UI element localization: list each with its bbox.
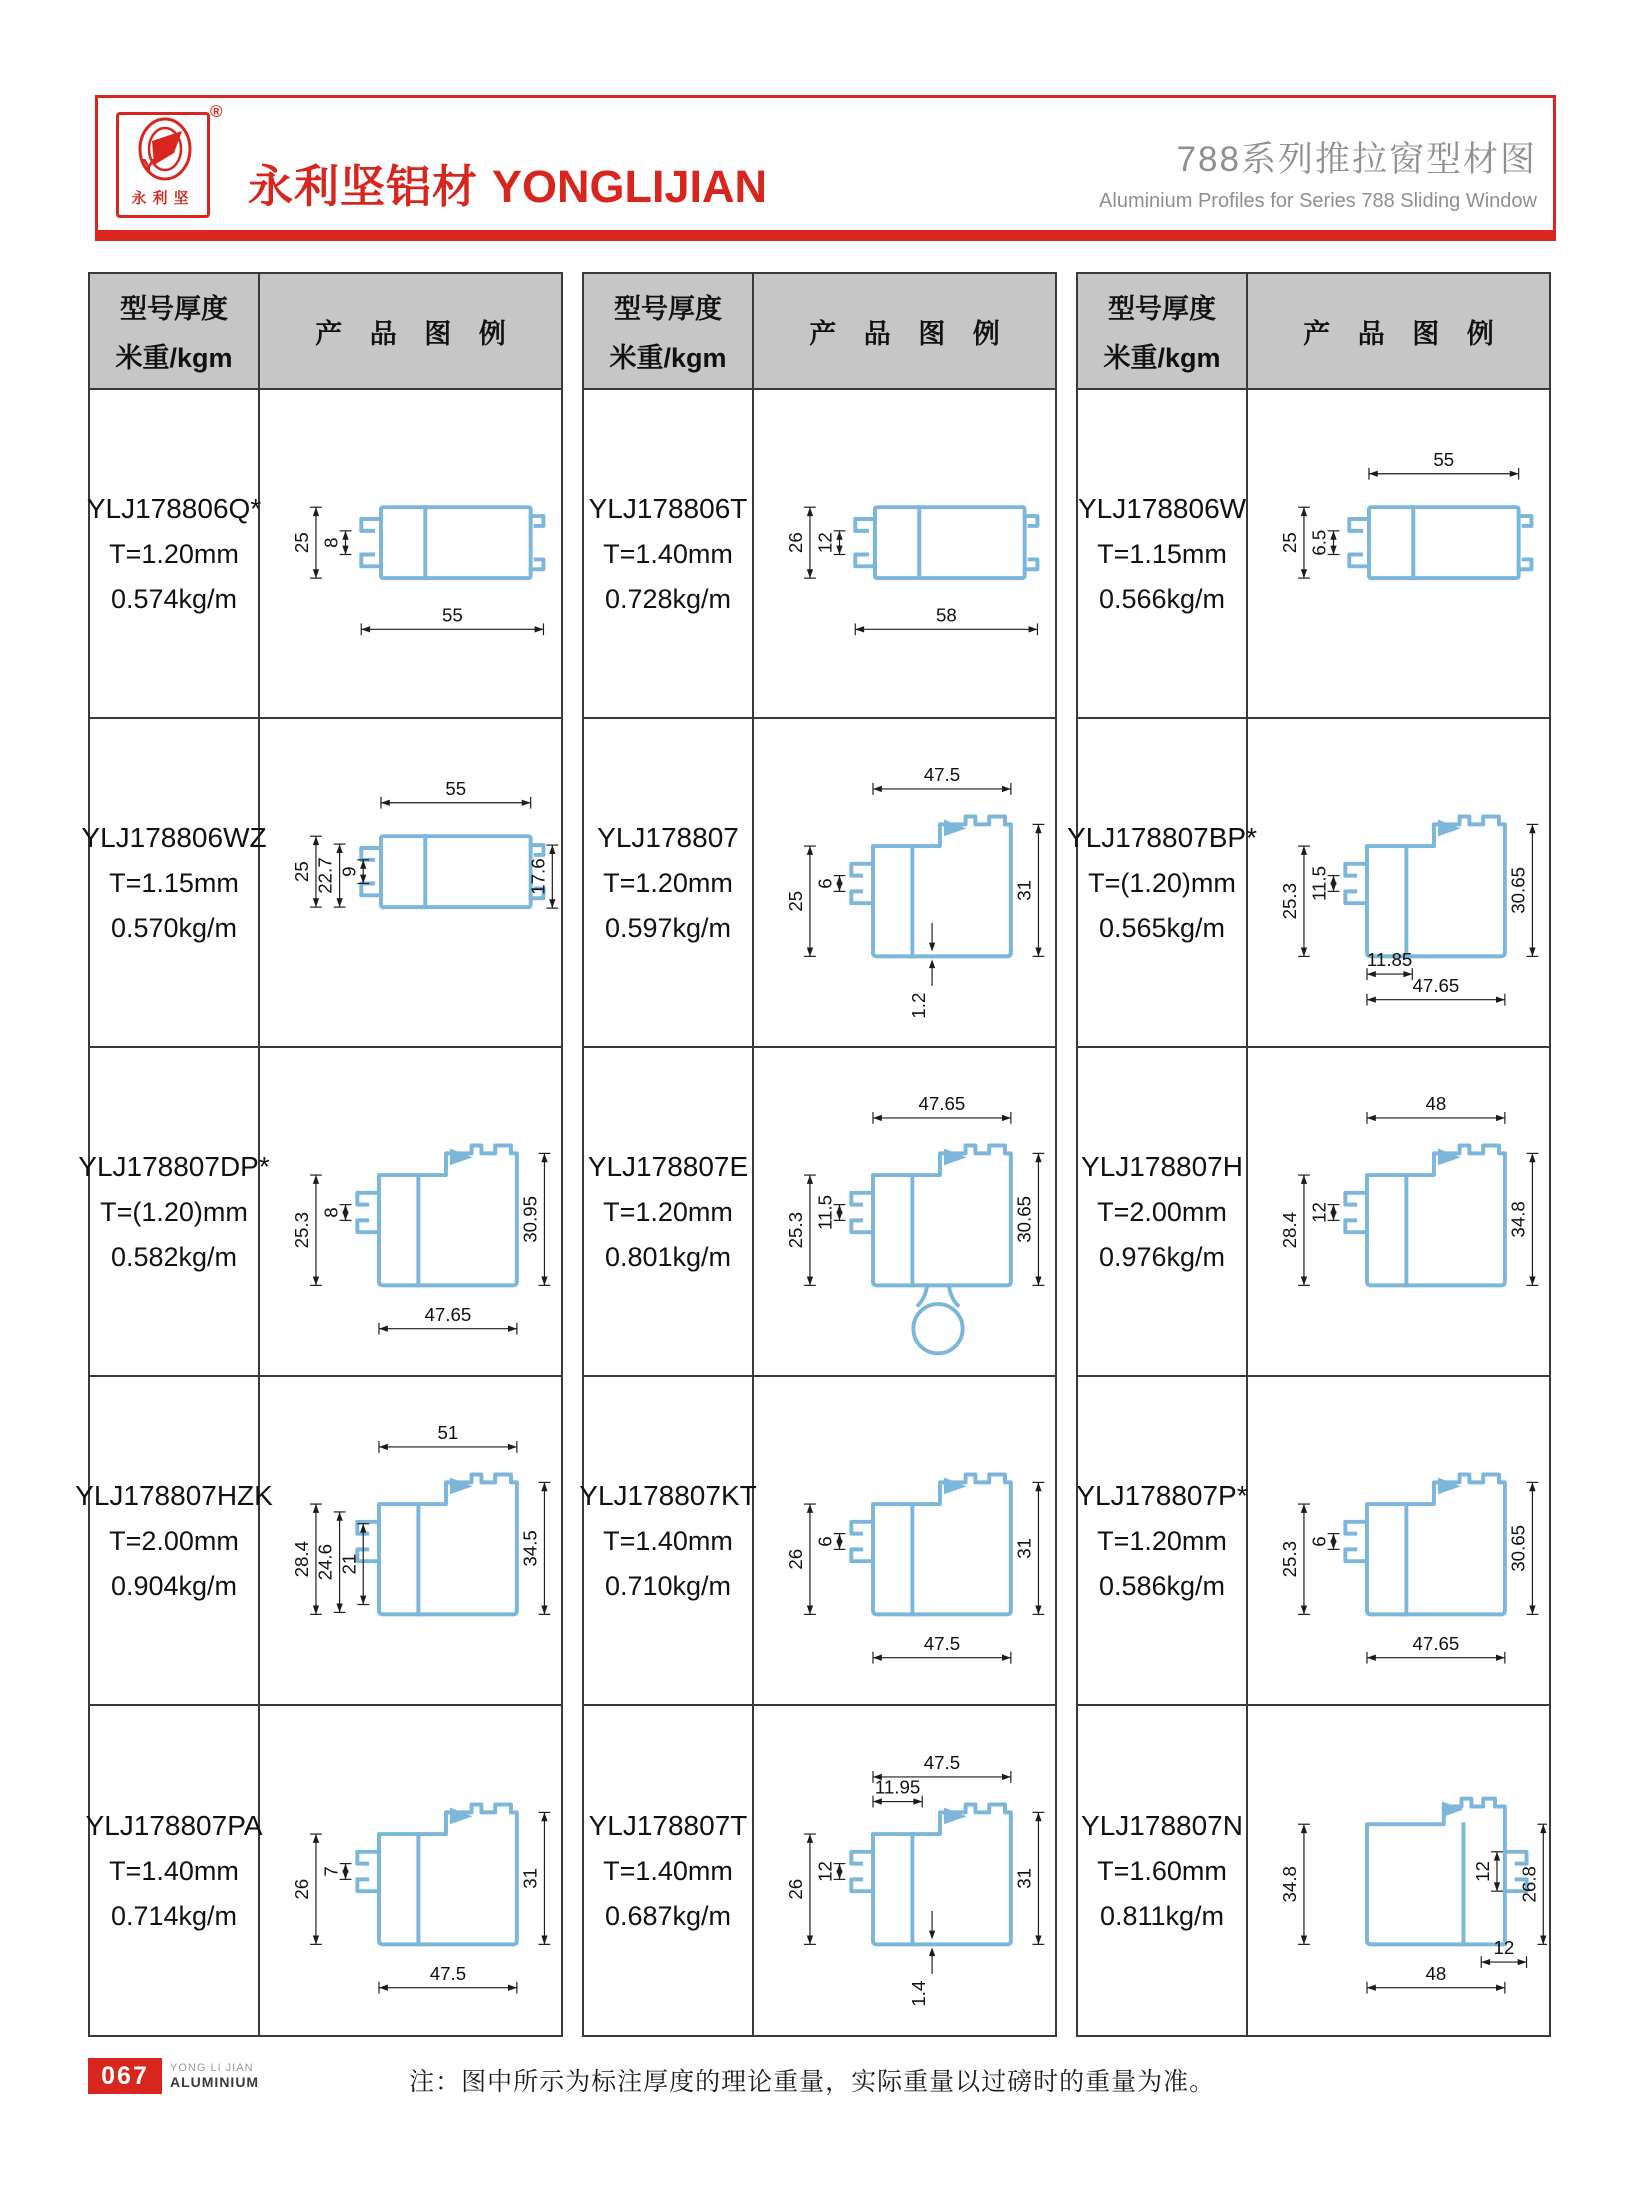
column-header-diagram: 产 品 图 例 [754,274,1055,390]
profile-info-cell [579,1377,757,1706]
svg-text:25: 25 [785,890,807,912]
profile-drawing-svg [1250,1378,1547,1703]
svg-text:55: 55 [441,604,463,626]
profile-weight: 0.570kg/m [110,912,238,943]
svg-text:8: 8 [320,1207,342,1218]
profile-model: YLJ178807HZK [75,1479,273,1511]
profile-thickness: T=1.40mm [109,1855,239,1886]
profile-model: YLJ178807PA [85,1809,263,1841]
svg-text:51: 51 [437,1422,459,1444]
profile-info-cell [86,390,262,719]
svg-text:25.3: 25.3 [291,1212,313,1249]
footer-brand-line2: ALUMINIUM [170,2074,260,2090]
svg-text:Y: Y [142,156,156,178]
profile-diagram-cell [1248,1377,1549,1706]
profile-model: YLJ178807N [1081,1809,1243,1841]
col-header-line2: 米重/kgm [609,343,727,373]
profile-info-cell [1067,719,1257,1048]
col-header-line2: 米重/kgm [1103,343,1221,373]
profile-weight: 0.574kg/m [110,583,238,614]
profile-thickness: T=1.20mm [1097,1525,1227,1556]
profile-info-cell [85,1706,263,2035]
profile-drawing-svg [756,391,1053,716]
profile-weight: 0.904kg/m [110,1570,238,1601]
profile-diagram-cell [754,1377,1055,1706]
svg-text:26.8: 26.8 [1518,1866,1540,1903]
profile-drawing-svg [756,720,1053,1045]
svg-text:30.65: 30.65 [1507,866,1529,914]
profile-thickness: T=1.40mm [603,538,733,569]
svg-text:25.3: 25.3 [1279,1541,1301,1578]
profile-thickness: T=1.60mm [1097,1855,1227,1886]
profile-info-cell [1078,390,1248,719]
svg-text:47.5: 47.5 [429,1962,467,1984]
svg-text:47.65: 47.65 [1412,974,1460,996]
profile-weight: 0.714kg/m [110,1900,238,1931]
profile-model: YLJ178807H [1081,1150,1243,1182]
profile-info-cell [81,719,267,1048]
logo-emblem-icon [124,115,202,185]
svg-text:11.5: 11.5 [1308,865,1330,901]
profile-weight: 0.728kg/m [604,583,732,614]
svg-text:47.5: 47.5 [923,1632,961,1654]
profile-thickness: T=1.20mm [109,538,239,569]
svg-text:55: 55 [445,777,467,799]
svg-text:25: 25 [291,861,313,883]
profile-diagram-cell [260,1706,561,2035]
profile-model: YLJ178807E [587,1150,749,1182]
profile-drawing-svg [756,1049,1053,1374]
svg-text:31: 31 [1013,1867,1035,1889]
svg-text:6: 6 [814,1536,836,1547]
svg-text:12: 12 [1308,1202,1330,1223]
svg-text:24.6: 24.6 [314,1543,336,1581]
profile-weight: 0.710kg/m [604,1570,732,1601]
profile-drawing-svg [262,720,559,1045]
profile-group [579,272,1057,2037]
page-footer [88,2058,1548,2098]
svg-text:30.95: 30.95 [519,1195,541,1243]
footer-note: 注：图中所示为标注厚度的理论重量，实际重量以过磅时的重量为准。 [409,2068,1216,2096]
profile-model: YLJ178807T [588,1809,748,1841]
profile-weight: 0.976kg/m [1098,1241,1226,1272]
col-header-line1: 型号厚度 [614,294,722,324]
profile-thickness: T=1.15mm [109,867,239,898]
profile-drawing-svg [262,1378,559,1703]
profile-diagram-cell [754,1048,1055,1377]
profile-diagram-cell [1248,1048,1549,1377]
profile-weight: 0.801kg/m [604,1241,732,1272]
svg-text:47.65: 47.65 [918,1093,966,1115]
svg-text:47.65: 47.65 [424,1303,472,1325]
profile-diagram-cell [1248,1706,1549,2035]
profile-table [75,272,1551,2037]
profile-info-cell [584,1706,754,2035]
profile-diagram-cell [1248,719,1549,1048]
brand-chinese: 永利坚铝材 [248,161,479,212]
profile-weight: 0.565kg/m [1098,912,1226,943]
profile-info-cell [1078,1377,1248,1706]
profile-model: YLJ178807DP* [78,1150,270,1182]
profile-model: YLJ178807BP* [1067,821,1257,853]
profile-info-cell [78,1048,270,1377]
profile-weight: 0.811kg/m [1099,1900,1225,1931]
svg-text:47.5: 47.5 [923,764,961,786]
col-header-line1: 型号厚度 [120,294,228,324]
profile-weight: 0.586kg/m [1098,1570,1226,1601]
svg-text:25: 25 [1279,532,1301,554]
svg-text:11.95: 11.95 [874,1776,921,1798]
column-header-diagram: 产 品 图 例 [1248,274,1549,390]
svg-text:26: 26 [291,1878,313,1900]
svg-text:9: 9 [338,866,360,877]
col-header-line1: 型号厚度 [1108,294,1216,324]
registered-mark: ® [210,102,223,121]
svg-text:31: 31 [1013,1537,1035,1559]
page-header [95,95,1556,241]
svg-text:17.6: 17.6 [527,858,549,895]
brand-english: YONGLIJIAN [492,161,768,212]
svg-text:21: 21 [338,1553,360,1575]
svg-text:6.5: 6.5 [1308,529,1330,556]
svg-text:30.65: 30.65 [1013,1195,1035,1243]
profile-info-cell [584,719,754,1048]
svg-text:6: 6 [1308,1536,1330,1547]
profile-drawing-svg [1250,1708,1547,2033]
profile-drawing-svg [756,1708,1053,2033]
profile-diagram-cell [260,1048,561,1377]
profile-group [1067,272,1551,2037]
svg-text:25.3: 25.3 [1279,883,1301,920]
profile-thickness: T=1.20mm [603,1196,733,1227]
profile-group [75,272,563,2037]
svg-text:31: 31 [1013,879,1035,901]
profile-drawing-svg [262,1708,559,2033]
profile-info-cell [584,390,754,719]
svg-text:55: 55 [1433,448,1455,470]
series-title-cn: 788系列推拉窗型材图 [1176,140,1537,179]
column-header-model [584,274,754,390]
profile-thickness: T=1.20mm [603,867,733,898]
profile-thickness: T=1.15mm [1097,538,1227,569]
svg-text:58: 58 [935,604,957,626]
svg-text:11.5: 11.5 [814,1194,836,1230]
profile-drawing-svg [1250,720,1547,1045]
profile-info-cell [1078,1706,1248,2035]
svg-text:47.65: 47.65 [1412,1632,1460,1654]
svg-text:25: 25 [291,532,313,554]
profile-thickness: T=2.00mm [109,1525,239,1556]
brand-title [248,150,767,215]
svg-text:31: 31 [519,1867,541,1889]
profile-drawing-svg [1250,391,1547,716]
profile-model: YLJ178806WZ [81,821,267,853]
svg-text:48: 48 [1425,1962,1447,1984]
svg-text:12: 12 [1472,1861,1494,1882]
logo-characters: 永利坚 [131,190,195,207]
profile-info-cell [75,1377,273,1706]
svg-text:11.85: 11.85 [1366,949,1413,971]
svg-text:30.65: 30.65 [1507,1524,1529,1572]
svg-text:34.5: 34.5 [519,1530,541,1567]
column-header-diagram: 产 品 图 例 [260,274,561,390]
footer-brand-line1: YONG LI JIAN [170,2062,254,2074]
svg-text:47.5: 47.5 [923,1752,961,1774]
column-header-model [1078,274,1248,390]
profile-diagram-cell [754,390,1055,719]
svg-text:7: 7 [320,1866,342,1877]
profile-info-cell [1078,1048,1248,1377]
profile-drawing-svg [756,1378,1053,1703]
profile-info-cell [584,1048,754,1377]
profile-weight: 0.597kg/m [604,912,732,943]
column-header-model [90,274,260,390]
profile-model: YLJ178806W [1077,492,1247,524]
profile-diagram-cell [754,1706,1055,2035]
svg-text:6: 6 [814,878,836,889]
profile-thickness: T=2.00mm [1097,1196,1227,1227]
svg-text:48: 48 [1425,1093,1447,1115]
profile-model: YLJ178807P* [1076,1479,1248,1511]
profile-thickness: T=1.40mm [603,1525,733,1556]
profile-diagram-cell [260,1377,561,1706]
profile-model: YLJ178807 [597,821,739,853]
profile-model: YLJ178807KT [579,1479,757,1511]
svg-text:34.8: 34.8 [1507,1201,1529,1238]
svg-text:26: 26 [785,1878,807,1900]
profile-drawing-svg [262,1049,559,1374]
svg-text:26: 26 [785,532,807,554]
header-red-bar [95,230,1556,241]
svg-text:8: 8 [320,537,342,548]
col-header-line2: 米重/kgm [115,343,233,373]
yonglijian-logo-icon [116,112,210,218]
series-title-block [1099,132,1537,213]
series-title-en: Aluminium Profiles for Series 788 Sliding Window [1099,190,1537,212]
profile-diagram-cell [754,719,1055,1048]
profile-model: YLJ178806Q* [86,492,262,524]
profile-thickness: T=(1.20)mm [1088,867,1236,898]
page-number-badge: 067 [88,2058,162,2094]
svg-text:22.7: 22.7 [314,857,336,894]
svg-text:1.4: 1.4 [908,1980,930,2007]
svg-text:28.4: 28.4 [291,1541,313,1578]
svg-text:12: 12 [1493,1937,1515,1959]
profile-diagram-cell [260,719,561,1048]
svg-text:12: 12 [814,532,836,554]
profile-weight: 0.582kg/m [110,1241,238,1272]
profile-thickness: T=(1.20)mm [100,1196,248,1227]
profile-weight: 0.687kg/m [604,1900,732,1931]
profile-diagram-cell [260,390,561,719]
svg-text:26: 26 [785,1548,807,1570]
profile-drawing-svg [1250,1049,1547,1374]
svg-text:34.8: 34.8 [1279,1866,1301,1903]
footer-brand [170,2058,259,2094]
profile-drawing-svg [262,391,559,716]
profile-thickness: T=1.40mm [603,1855,733,1886]
svg-text:25.3: 25.3 [785,1212,807,1249]
profile-model: YLJ178806T [588,492,748,524]
svg-text:1.2: 1.2 [908,992,930,1019]
svg-text:28.4: 28.4 [1279,1212,1301,1249]
profile-weight: 0.566kg/m [1098,583,1226,614]
profile-diagram-cell [1248,390,1549,719]
svg-text:12: 12 [814,1861,836,1882]
